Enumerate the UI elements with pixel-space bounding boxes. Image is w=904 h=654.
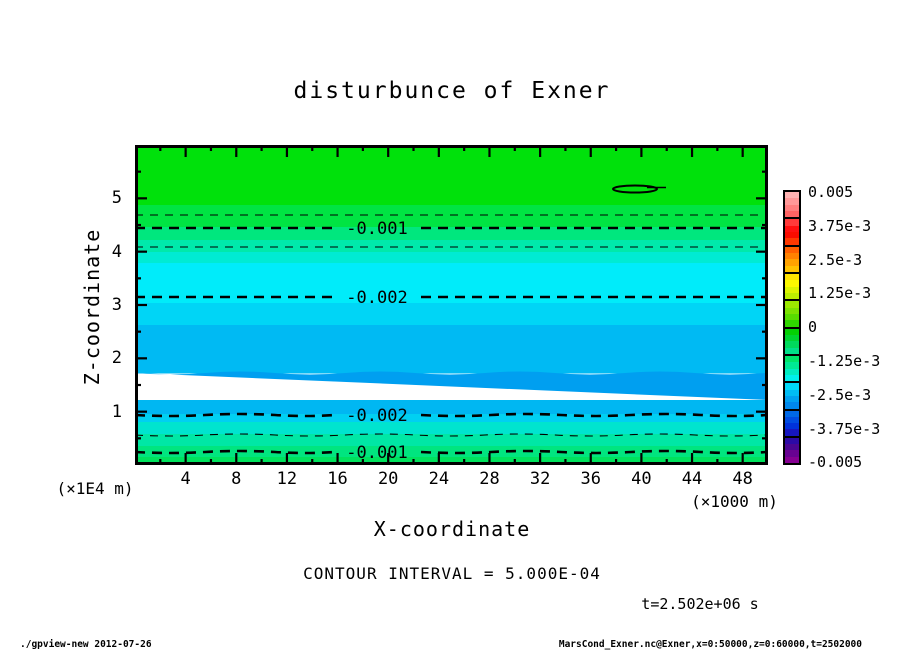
colorbar-band [785,381,799,389]
z-tick-label: 3 [111,295,122,315]
z-tick-label: 1 [111,401,122,422]
x-tick-label: 48 [732,469,753,489]
fill-band [135,252,768,264]
colorbar-band [785,409,799,417]
contour-label: -0.001 [346,443,408,463]
colorbar-band [785,436,799,444]
colorbar-tick-label: 0.005 [808,183,854,201]
x-tick-label: 12 [276,469,298,489]
x-tick-label: 8 [231,469,242,489]
x-tick-label: 44 [681,469,703,489]
plot-title: disturbunce of Exner [293,78,611,104]
colorbar-band [785,299,799,307]
colorbar-band [785,217,799,225]
z-axis-title: Z-coordinate [80,228,104,386]
z-tick-label: 5 [111,188,122,209]
footer-source-text: MarsCond_Exner.nc@Exner,x=0:50000,z=0:60000,t=2502000 [558,639,862,650]
colorbar-tick-label: 0 [808,318,818,337]
colorbar-tick-label: -1.25e-3 [808,352,881,370]
x-tick-label: 4 [180,469,191,489]
fill-band [135,240,768,253]
x-axis-unit-label: (×1000 m) [691,492,778,511]
contour-label: -0.001 [346,219,408,239]
fill-band [135,422,768,435]
colorbar [783,190,801,465]
contour-label: -0.002 [346,288,408,308]
colorbar-band [785,457,799,463]
contour-interval-text: CONTOUR INTERVAL = 5.000E-04 [303,564,601,583]
colorbar-band [785,327,799,335]
z-tick-label: 2 [111,348,122,369]
footer-program-text: ./gpview-new 2012-07-26 [20,639,152,650]
contour-label: -0.002 [346,406,408,426]
colorbar-tick-label: -3.75e-3 [808,419,881,438]
x-tick-label: 40 [631,469,652,489]
contour-plot-canvas [135,145,768,465]
x-tick-label: 24 [428,469,450,489]
timestamp-text: t=2.502e+06 s [641,595,759,613]
x-axis-title: X-coordinate [373,517,531,541]
colorbar-tick-label: 3.75e-3 [808,216,872,235]
colorbar-tick-label: 2.5e-3 [808,250,863,269]
fill-band [135,400,768,415]
x-tick-label: 32 [529,469,551,489]
x-tick-label: 28 [479,469,500,489]
colorbar-tick-label: -2.5e-3 [808,385,872,404]
x-tick-label: 20 [377,469,399,489]
colorbar-band [785,354,799,362]
z-axis-unit-label: (×1E4 m) [56,479,134,498]
colorbar-band [785,245,799,253]
fill-band [135,205,768,228]
colorbar-tick-label: 1.25e-3 [808,284,872,303]
x-tick-label: 36 [580,469,601,489]
fill-band [135,145,768,206]
fill-band-wavy [135,372,768,401]
z-tick-label: 4 [111,241,122,262]
x-tick-label: 16 [327,469,348,489]
fill-band [135,303,768,326]
colorbar-tick-label: -0.005 [808,453,863,472]
colorbar-band [785,272,799,280]
fill-band [135,325,768,374]
